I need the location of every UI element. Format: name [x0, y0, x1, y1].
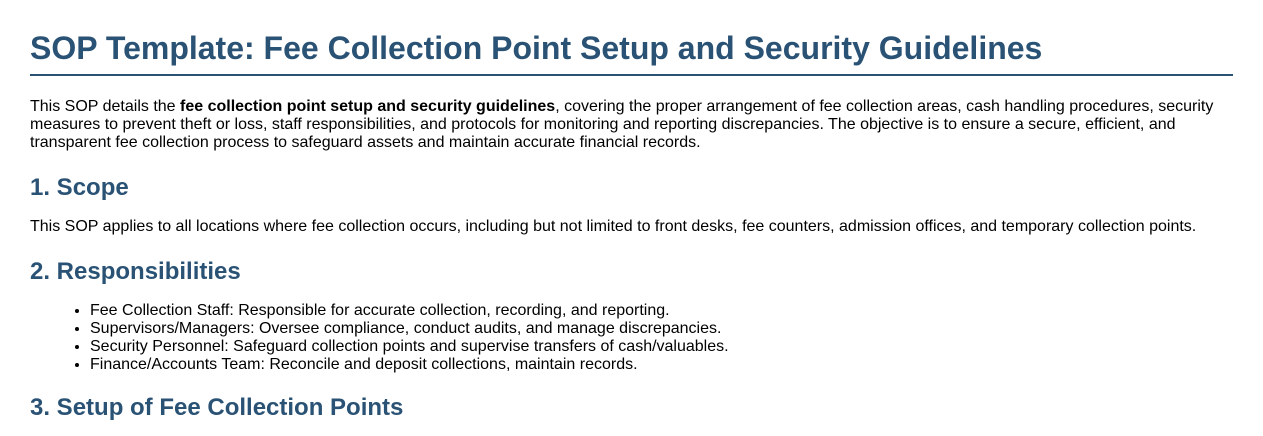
list-item: • Fee Collection Staff: Responsible for accurate collection, recording, and reporting. [90, 302, 1233, 320]
intro-prefix: This SOP details the [30, 98, 180, 115]
page-title: SOP Template: Fee Collection Point Setup and Security Guidelines [30, 30, 1043, 66]
intro-paragraph [30, 98, 1233, 152]
scope-paragraph: This SOP applies to all locations where fee collection occurs, including but not limited to front desks, fee counters, admission offices, and temporary collection points. [30, 218, 1197, 235]
section-heading-responsibilities: 2. Responsibilities [30, 258, 241, 285]
list-item: • Security Personnel: Safeguard collection points and supervise transfers of cash/valuables. [90, 338, 1233, 356]
section-heading-scope: 1. Scope [30, 174, 129, 201]
intro-suffix: , covering the proper arrangement of fee collection areas, cash handling procedures, security measures to prevent theft or loss, staff responsibilities, and protocols for monitoring and reporting discrepancies. The objective is to ensure a secure, efficient, and transparent fee collection process to safeguard assets and maintain accurate financial records. [30, 98, 1214, 151]
responsibilities-list [30, 302, 1233, 374]
section-heading-setup: 3. Setup of Fee Collection Points [30, 394, 404, 421]
title-divider [30, 74, 1233, 76]
list-item: • Finance/Accounts Team: Reconcile and deposit collections, maintain records. [90, 356, 1233, 374]
intro-bold-phrase: fee collection point setup and security guidelines [180, 98, 556, 115]
list-item: • Supervisors/Managers: Oversee compliance, conduct audits, and manage discrepancies. [90, 320, 1233, 338]
